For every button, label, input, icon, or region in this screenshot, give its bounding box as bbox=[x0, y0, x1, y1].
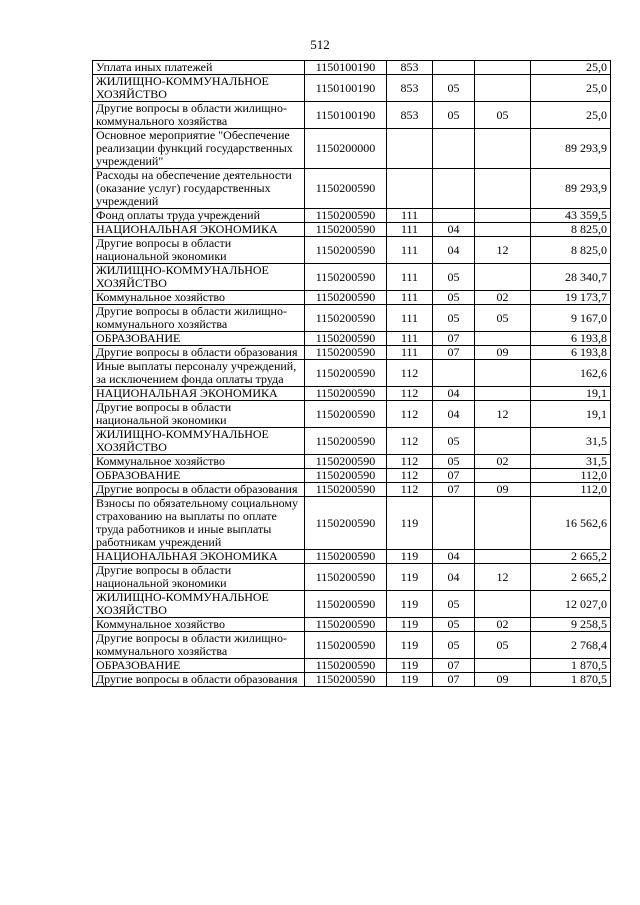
target-article-cell: 1150200590 bbox=[305, 169, 387, 209]
target-article-cell: 1150200000 bbox=[305, 129, 387, 169]
expense-name-cell: Фонд оплаты труда учреждений bbox=[93, 209, 305, 223]
section-cell: 04 bbox=[433, 387, 475, 401]
section-cell: 05 bbox=[433, 291, 475, 305]
expense-type-cell: 111 bbox=[387, 223, 433, 237]
target-article-cell: 1150200590 bbox=[305, 223, 387, 237]
expense-name-cell: Другие вопросы в области национальной экономики bbox=[93, 401, 305, 428]
table-row bbox=[93, 618, 611, 632]
table-row bbox=[93, 223, 611, 237]
subsection-cell: 05 bbox=[475, 305, 531, 332]
target-article-cell: 1150200590 bbox=[305, 305, 387, 332]
target-article-cell: 1150200590 bbox=[305, 591, 387, 618]
amount-cell: 1 870,5 bbox=[531, 659, 611, 673]
table-row bbox=[93, 455, 611, 469]
expense-name-cell: Уплата иных платежей bbox=[93, 61, 305, 75]
subsection-cell bbox=[475, 469, 531, 483]
expense-name-cell: НАЦИОНАЛЬНАЯ ЭКОНОМИКА bbox=[93, 550, 305, 564]
subsection-cell bbox=[475, 169, 531, 209]
subsection-cell: 09 bbox=[475, 483, 531, 497]
section-cell: 05 bbox=[433, 455, 475, 469]
section-cell: 04 bbox=[433, 223, 475, 237]
expense-type-cell: 119 bbox=[387, 591, 433, 618]
amount-cell: 8 825,0 bbox=[531, 237, 611, 264]
table-row bbox=[93, 169, 611, 209]
subsection-cell: 02 bbox=[475, 618, 531, 632]
subsection-cell bbox=[475, 223, 531, 237]
table-row bbox=[93, 291, 611, 305]
expense-type-cell: 111 bbox=[387, 332, 433, 346]
expense-type-cell: 119 bbox=[387, 497, 433, 550]
amount-cell: 2 665,2 bbox=[531, 564, 611, 591]
expense-type-cell: 119 bbox=[387, 550, 433, 564]
amount-cell: 9 258,5 bbox=[531, 618, 611, 632]
expense-type-cell: 112 bbox=[387, 469, 433, 483]
amount-cell: 12 027,0 bbox=[531, 591, 611, 618]
section-cell bbox=[433, 61, 475, 75]
subsection-cell bbox=[475, 209, 531, 223]
subsection-cell bbox=[475, 75, 531, 102]
expense-name-cell: Коммунальное хозяйство bbox=[93, 455, 305, 469]
amount-cell: 31,5 bbox=[531, 455, 611, 469]
target-article-cell: 1150200590 bbox=[305, 632, 387, 659]
target-article-cell: 1150100190 bbox=[305, 102, 387, 129]
expense-name-cell: Другие вопросы в области национальной экономики bbox=[93, 564, 305, 591]
section-cell: 04 bbox=[433, 237, 475, 264]
expense-type-cell: 119 bbox=[387, 618, 433, 632]
subsection-cell: 12 bbox=[475, 401, 531, 428]
target-article-cell: 1150200590 bbox=[305, 564, 387, 591]
expense-type-cell bbox=[387, 169, 433, 209]
subsection-cell bbox=[475, 591, 531, 618]
amount-cell: 8 825,0 bbox=[531, 223, 611, 237]
subsection-cell: 05 bbox=[475, 102, 531, 129]
target-article-cell: 1150200590 bbox=[305, 332, 387, 346]
amount-cell: 2 768,4 bbox=[531, 632, 611, 659]
expense-name-cell: Основное мероприятие "Обеспечение реализации функций государственных учреждений" bbox=[93, 129, 305, 169]
expense-name-cell: Другие вопросы в области жилищно-коммунального хозяйства bbox=[93, 305, 305, 332]
section-cell: 07 bbox=[433, 673, 475, 687]
expense-type-cell: 111 bbox=[387, 209, 433, 223]
section-cell: 04 bbox=[433, 564, 475, 591]
section-cell: 05 bbox=[433, 75, 475, 102]
section-cell: 05 bbox=[433, 305, 475, 332]
amount-cell: 28 340,7 bbox=[531, 264, 611, 291]
expense-name-cell: Иные выплаты персоналу учреждений, за исключением фонда оплаты труда bbox=[93, 360, 305, 387]
table-row bbox=[93, 264, 611, 291]
section-cell: 04 bbox=[433, 550, 475, 564]
expense-name-cell: Другие вопросы в области образования bbox=[93, 483, 305, 497]
amount-cell: 9 167,0 bbox=[531, 305, 611, 332]
table-row bbox=[93, 129, 611, 169]
section-cell: 05 bbox=[433, 428, 475, 455]
amount-cell: 19,1 bbox=[531, 401, 611, 428]
subsection-cell bbox=[475, 428, 531, 455]
target-article-cell: 1150200590 bbox=[305, 387, 387, 401]
target-article-cell: 1150200590 bbox=[305, 550, 387, 564]
target-article-cell: 1150200590 bbox=[305, 455, 387, 469]
subsection-cell bbox=[475, 264, 531, 291]
expense-name-cell: Другие вопросы в области образования bbox=[93, 673, 305, 687]
section-cell: 05 bbox=[433, 264, 475, 291]
subsection-cell bbox=[475, 550, 531, 564]
target-article-cell: 1150200590 bbox=[305, 497, 387, 550]
amount-cell: 16 562,6 bbox=[531, 497, 611, 550]
expense-type-cell: 111 bbox=[387, 291, 433, 305]
table-row bbox=[93, 564, 611, 591]
expense-type-cell: 853 bbox=[387, 61, 433, 75]
amount-cell: 19 173,7 bbox=[531, 291, 611, 305]
budget-table bbox=[92, 60, 611, 687]
section-cell: 04 bbox=[433, 401, 475, 428]
amount-cell: 112,0 bbox=[531, 469, 611, 483]
expense-type-cell bbox=[387, 129, 433, 169]
page-number: 512 bbox=[310, 37, 330, 52]
table-row bbox=[93, 102, 611, 129]
expense-type-cell: 112 bbox=[387, 483, 433, 497]
amount-cell: 19,1 bbox=[531, 387, 611, 401]
target-article-cell: 1150200590 bbox=[305, 237, 387, 264]
amount-cell: 25,0 bbox=[531, 61, 611, 75]
expense-name-cell: ОБРАЗОВАНИЕ bbox=[93, 469, 305, 483]
expense-name-cell: ЖИЛИЩНО-КОММУНАЛЬНОЕ ХОЗЯЙСТВО bbox=[93, 591, 305, 618]
target-article-cell: 1150200590 bbox=[305, 346, 387, 360]
expense-name-cell: Коммунальное хозяйство bbox=[93, 618, 305, 632]
target-article-cell: 1150100190 bbox=[305, 75, 387, 102]
target-article-cell: 1150200590 bbox=[305, 401, 387, 428]
table-row bbox=[93, 387, 611, 401]
table-row bbox=[93, 673, 611, 687]
subsection-cell bbox=[475, 360, 531, 387]
subsection-cell: 12 bbox=[475, 564, 531, 591]
table-row bbox=[93, 61, 611, 75]
subsection-cell: 02 bbox=[475, 291, 531, 305]
expense-name-cell: ЖИЛИЩНО-КОММУНАЛЬНОЕ ХОЗЯЙСТВО bbox=[93, 264, 305, 291]
amount-cell: 89 293,9 bbox=[531, 169, 611, 209]
target-article-cell: 1150200590 bbox=[305, 209, 387, 223]
expense-name-cell: НАЦИОНАЛЬНАЯ ЭКОНОМИКА bbox=[93, 223, 305, 237]
expense-type-cell: 111 bbox=[387, 264, 433, 291]
expense-type-cell: 119 bbox=[387, 659, 433, 673]
table-row bbox=[93, 75, 611, 102]
expense-name-cell: Другие вопросы в области жилищно-коммунального хозяйства bbox=[93, 632, 305, 659]
expense-type-cell: 112 bbox=[387, 387, 433, 401]
expense-type-cell: 112 bbox=[387, 401, 433, 428]
amount-cell: 6 193,8 bbox=[531, 332, 611, 346]
expense-name-cell: ОБРАЗОВАНИЕ bbox=[93, 332, 305, 346]
target-article-cell: 1150200590 bbox=[305, 659, 387, 673]
expense-name-cell: ОБРАЗОВАНИЕ bbox=[93, 659, 305, 673]
section-cell: 05 bbox=[433, 632, 475, 659]
subsection-cell bbox=[475, 332, 531, 346]
table-row bbox=[93, 497, 611, 550]
subsection-cell: 05 bbox=[475, 632, 531, 659]
expense-name-cell: ЖИЛИЩНО-КОММУНАЛЬНОЕ ХОЗЯЙСТВО bbox=[93, 75, 305, 102]
target-article-cell: 1150200590 bbox=[305, 428, 387, 455]
section-cell: 07 bbox=[433, 469, 475, 483]
target-article-cell: 1150200590 bbox=[305, 469, 387, 483]
expense-type-cell: 119 bbox=[387, 632, 433, 659]
table-row bbox=[93, 332, 611, 346]
section-cell: 05 bbox=[433, 618, 475, 632]
section-cell: 07 bbox=[433, 346, 475, 360]
subsection-cell bbox=[475, 61, 531, 75]
table-row bbox=[93, 209, 611, 223]
budget-table-body bbox=[93, 61, 611, 687]
table-row bbox=[93, 305, 611, 332]
expense-name-cell: Другие вопросы в области национальной экономики bbox=[93, 237, 305, 264]
subsection-cell: 12 bbox=[475, 237, 531, 264]
section-cell: 07 bbox=[433, 659, 475, 673]
expense-type-cell: 853 bbox=[387, 102, 433, 129]
target-article-cell: 1150200590 bbox=[305, 360, 387, 387]
expense-type-cell: 111 bbox=[387, 346, 433, 360]
table-row bbox=[93, 591, 611, 618]
section-cell: 05 bbox=[433, 102, 475, 129]
amount-cell: 43 359,5 bbox=[531, 209, 611, 223]
section-cell: 07 bbox=[433, 332, 475, 346]
expense-name-cell: ЖИЛИЩНО-КОММУНАЛЬНОЕ ХОЗЯЙСТВО bbox=[93, 428, 305, 455]
expense-name-cell: Расходы на обеспечение деятельности (оказание услуг) государственных учреждений bbox=[93, 169, 305, 209]
subsection-cell bbox=[475, 129, 531, 169]
amount-cell: 25,0 bbox=[531, 102, 611, 129]
expense-name-cell: Взносы по обязательному социальному страхованию на выплаты по оплате труда работников и иные выплаты работникам учреждений bbox=[93, 497, 305, 550]
expense-name-cell: Коммунальное хозяйство bbox=[93, 291, 305, 305]
expense-type-cell: 112 bbox=[387, 428, 433, 455]
subsection-cell bbox=[475, 497, 531, 550]
amount-cell: 6 193,8 bbox=[531, 346, 611, 360]
table-row bbox=[93, 550, 611, 564]
target-article-cell: 1150200590 bbox=[305, 618, 387, 632]
table-row bbox=[93, 237, 611, 264]
expense-type-cell: 111 bbox=[387, 305, 433, 332]
subsection-cell: 09 bbox=[475, 673, 531, 687]
table-row bbox=[93, 632, 611, 659]
section-cell bbox=[433, 129, 475, 169]
expense-type-cell: 119 bbox=[387, 564, 433, 591]
expense-name-cell: НАЦИОНАЛЬНАЯ ЭКОНОМИКА bbox=[93, 387, 305, 401]
expense-name-cell: Другие вопросы в области жилищно-коммунального хозяйства bbox=[93, 102, 305, 129]
target-article-cell: 1150200590 bbox=[305, 291, 387, 305]
expense-type-cell: 112 bbox=[387, 360, 433, 387]
target-article-cell: 1150200590 bbox=[305, 483, 387, 497]
section-cell bbox=[433, 209, 475, 223]
section-cell bbox=[433, 360, 475, 387]
subsection-cell bbox=[475, 659, 531, 673]
expense-type-cell: 119 bbox=[387, 673, 433, 687]
expense-type-cell: 853 bbox=[387, 75, 433, 102]
amount-cell: 31,5 bbox=[531, 428, 611, 455]
section-cell: 05 bbox=[433, 591, 475, 618]
target-article-cell: 1150100190 bbox=[305, 61, 387, 75]
table-row bbox=[93, 428, 611, 455]
table-row bbox=[93, 659, 611, 673]
table-row bbox=[93, 346, 611, 360]
amount-cell: 112,0 bbox=[531, 483, 611, 497]
subsection-cell bbox=[475, 387, 531, 401]
table-row bbox=[93, 469, 611, 483]
table-row bbox=[93, 360, 611, 387]
amount-cell: 89 293,9 bbox=[531, 129, 611, 169]
target-article-cell: 1150200590 bbox=[305, 264, 387, 291]
amount-cell: 1 870,5 bbox=[531, 673, 611, 687]
subsection-cell: 09 bbox=[475, 346, 531, 360]
amount-cell: 162,6 bbox=[531, 360, 611, 387]
expense-type-cell: 112 bbox=[387, 455, 433, 469]
expense-name-cell: Другие вопросы в области образования bbox=[93, 346, 305, 360]
table-row bbox=[93, 483, 611, 497]
section-cell: 07 bbox=[433, 483, 475, 497]
amount-cell: 2 665,2 bbox=[531, 550, 611, 564]
amount-cell: 25,0 bbox=[531, 75, 611, 102]
expense-type-cell: 111 bbox=[387, 237, 433, 264]
subsection-cell: 02 bbox=[475, 455, 531, 469]
section-cell bbox=[433, 169, 475, 209]
section-cell bbox=[433, 497, 475, 550]
table-row bbox=[93, 401, 611, 428]
target-article-cell: 1150200590 bbox=[305, 673, 387, 687]
